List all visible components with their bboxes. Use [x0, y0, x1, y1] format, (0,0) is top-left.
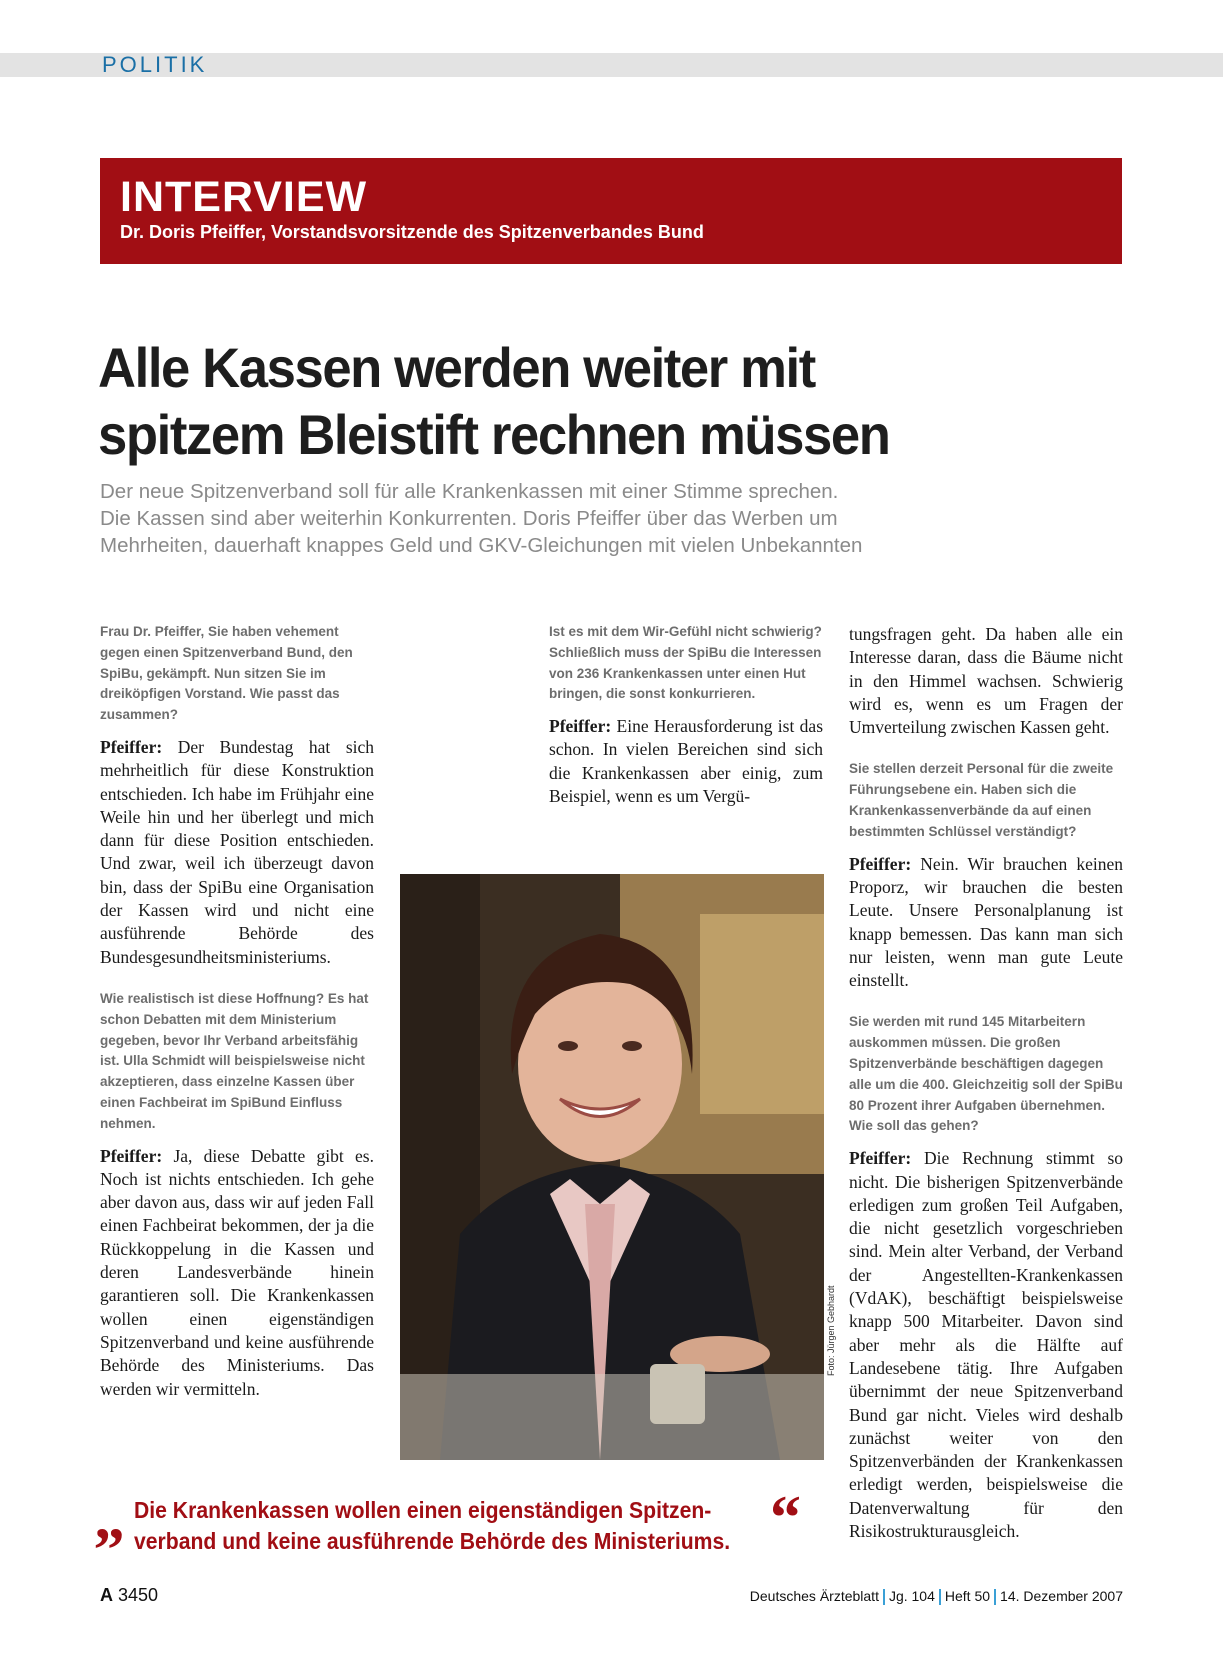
banner-title: INTERVIEW	[120, 173, 368, 221]
banner-subtitle: Dr. Doris Pfeiffer, Vorstandsvorsitzende des Spitzenverbandes Bund	[120, 222, 704, 242]
pull-quote-line: Die Krankenkassen wollen einen eigenständigen Spitzen-	[134, 1497, 712, 1523]
footer-separator	[994, 1589, 996, 1605]
speaker-label: Pfeiffer:	[100, 1145, 163, 1166]
section-label: POLITIK	[102, 52, 208, 77]
text-column-2	[549, 622, 823, 828]
speaker-label: Pfeiffer:	[849, 853, 912, 874]
photo-credit: Foto: Jürgen Gebhardt	[826, 1285, 836, 1376]
journal-issue: Heft 50	[944, 1588, 991, 1604]
issue-date: 14. Dezember 2007	[1000, 1588, 1123, 1604]
lead-line: Die Kassen sind aber weiterhin Konkurrenten. Doris Pfeiffer über das Werben um	[100, 507, 838, 530]
interview-answer	[549, 715, 823, 808]
interview-question: Sie stellen derzeit Personal für die zweite Führungsebene ein. Haben sich die Krankenkassenverbände da auf einen bestimmten Schlüssel verständigt?	[849, 761, 1114, 839]
footer-separator	[883, 1589, 885, 1605]
journal-name: Deutsches Ärzteblatt	[749, 1588, 879, 1604]
speaker-label: Pfeiffer:	[549, 716, 612, 737]
footer-separator	[939, 1589, 941, 1605]
headline-line: Alle Kassen werden weiter mit	[98, 336, 815, 399]
interview-question: Frau Dr. Pfeiffer, Sie haben vehement gegen einen Spitzenverband Bund, den SpiBu, gekämpft. Nun sitzen Sie im dreiköpfigen Vorstand. Wie passt das zusammen?	[100, 624, 353, 723]
open-quote-mark: „	[94, 1484, 125, 1552]
interview-answer	[100, 736, 374, 969]
interview-answer	[100, 1145, 374, 1401]
pull-quote-text	[134, 1495, 730, 1557]
journal-volume: Jg. 104	[888, 1588, 935, 1604]
interview-answer: tungsfragen geht. Da haben alle ein Interesse daran, dass die Bäume nicht in den Himmel wachsen. Schwierig wird es, wenn es um Fragen der Umverteilung zwischen Kassen geht.	[849, 624, 1123, 738]
interview-answer	[849, 853, 1123, 993]
lead-line: Mehrheiten, dauerhaft knappes Geld und GKV-Gleichungen mit vielen Unbekannten	[100, 534, 863, 557]
footer-citation	[750, 1586, 1123, 1606]
interview-question: Sie werden mit rund 145 Mitarbeitern auskommen müssen. Die großen Spitzenverbände beschäftigen dagegen alle um die 400. Gleichzeitig soll der SpiBu 80 Prozent ihrer Aufgaben übernehmen. Wie soll das gehen?	[849, 1014, 1123, 1134]
text-column-1	[100, 622, 374, 1421]
answer-text: Der Bundestag hat sich mehrheitlich für diese Konstruktion entschieden. Ich habe im Frühjahr eine Weile hin und her überlegt und mich dann für diese Position entschieden. Und zwar, weil ich überzeugt davon bin, dass der SpiBu eine Organisation der Kassen wird und nicht eine ausführende Behörde des Bundesgesundheitsministeriums.	[100, 736, 375, 967]
answer-text: Ja, diese Debatte gibt es. Noch ist nichts entschieden. Ich gehe aber davon aus, dass wir auf jeden Fall einen Fachbeirat bekommen, der ja die Rückkoppelung in die Kassen und deren Landesverbände hinein garantieren soll. Die Krankenkassen wollen einen eigenständigen Spitzenverband und keine ausführende Behörde des Ministeriums. Das werden wir vermitteln.	[100, 1145, 374, 1399]
page-number-value: 3450	[118, 1585, 159, 1605]
answer-text: Nein. Wir brauchen keinen Proporz, wir brauchen die besten Leute. Unsere Personalplanung ist knapp bemessen. Das kann man sich nur leisten, wenn man gute Leute einstellt.	[849, 853, 1124, 991]
interview-question: Wie realistisch ist diese Hoffnung? Es hat schon Debatten mit dem Ministerium gegeben, bevor Ihr Verband arbeitsfähig ist. Ulla Schmidt will beispielsweise nicht akzeptieren, dass einzelne Kassen über einen Fachbeirat im SpiBund Einfluss nehmen.	[100, 990, 369, 1131]
interview-answer	[849, 1147, 1123, 1543]
portrait-photo	[400, 874, 824, 1460]
headline-line: spitzem Bleistift rechnen müssen	[98, 403, 890, 466]
pull-quote-line: verband und keine ausführende Behörde des Ministeriums.	[134, 1528, 731, 1554]
lead-paragraph	[100, 478, 1110, 559]
portrait-illustration	[400, 874, 824, 1460]
answer-text: Eine Herausforderung ist das schon. In vielen Bereichen sind sich die Krankenkassen aber einig, zum Beispiel, wenn es um Vergü-	[549, 716, 824, 807]
lead-line: Der neue Spitzenverband soll für alle Krankenkassen mit einer Stimme sprechen.	[100, 480, 839, 503]
close-quote-mark: “	[770, 1484, 801, 1552]
answer-text: Die Rechnung stimmt so nicht. Die bisherigen Spitzenverbände erledigen zum großen Teil Aufgaben, die nicht gesetzlich vorgeschrieben sind. Mein alter Verband, der Verband der Angestellten-Krankenkassen (VdAK), beschäftigt beispielsweise knapp 500 Mitarbeiter. Davon sind aber mehr als die Hälfte auf Landesebene tätig. Ihre Aufgaben übernimmt der neue Spitzenverband Bund gar nicht. Vieles wird deshalb zunächst weiter von den Spitzenverbänden der Krankenkassen erledigt werden, beispielsweise die Datenverwaltung für den Risikostrukturausgleich.	[849, 1148, 1124, 1541]
interview-question: Ist es mit dem Wir-Gefühl nicht schwierig? Schließlich muss der SpiBu die Interessen von 236 Krankenkassen unter einen Hut bringen, die sonst konkurrieren.	[549, 624, 822, 702]
speaker-label: Pfeiffer:	[849, 1148, 912, 1169]
headline	[98, 334, 1038, 468]
interview-banner	[100, 158, 1122, 264]
page-prefix: A	[100, 1585, 113, 1605]
page-number	[100, 1584, 158, 1606]
speaker-label: Pfeiffer:	[100, 736, 163, 757]
text-column-3	[849, 623, 1123, 1563]
